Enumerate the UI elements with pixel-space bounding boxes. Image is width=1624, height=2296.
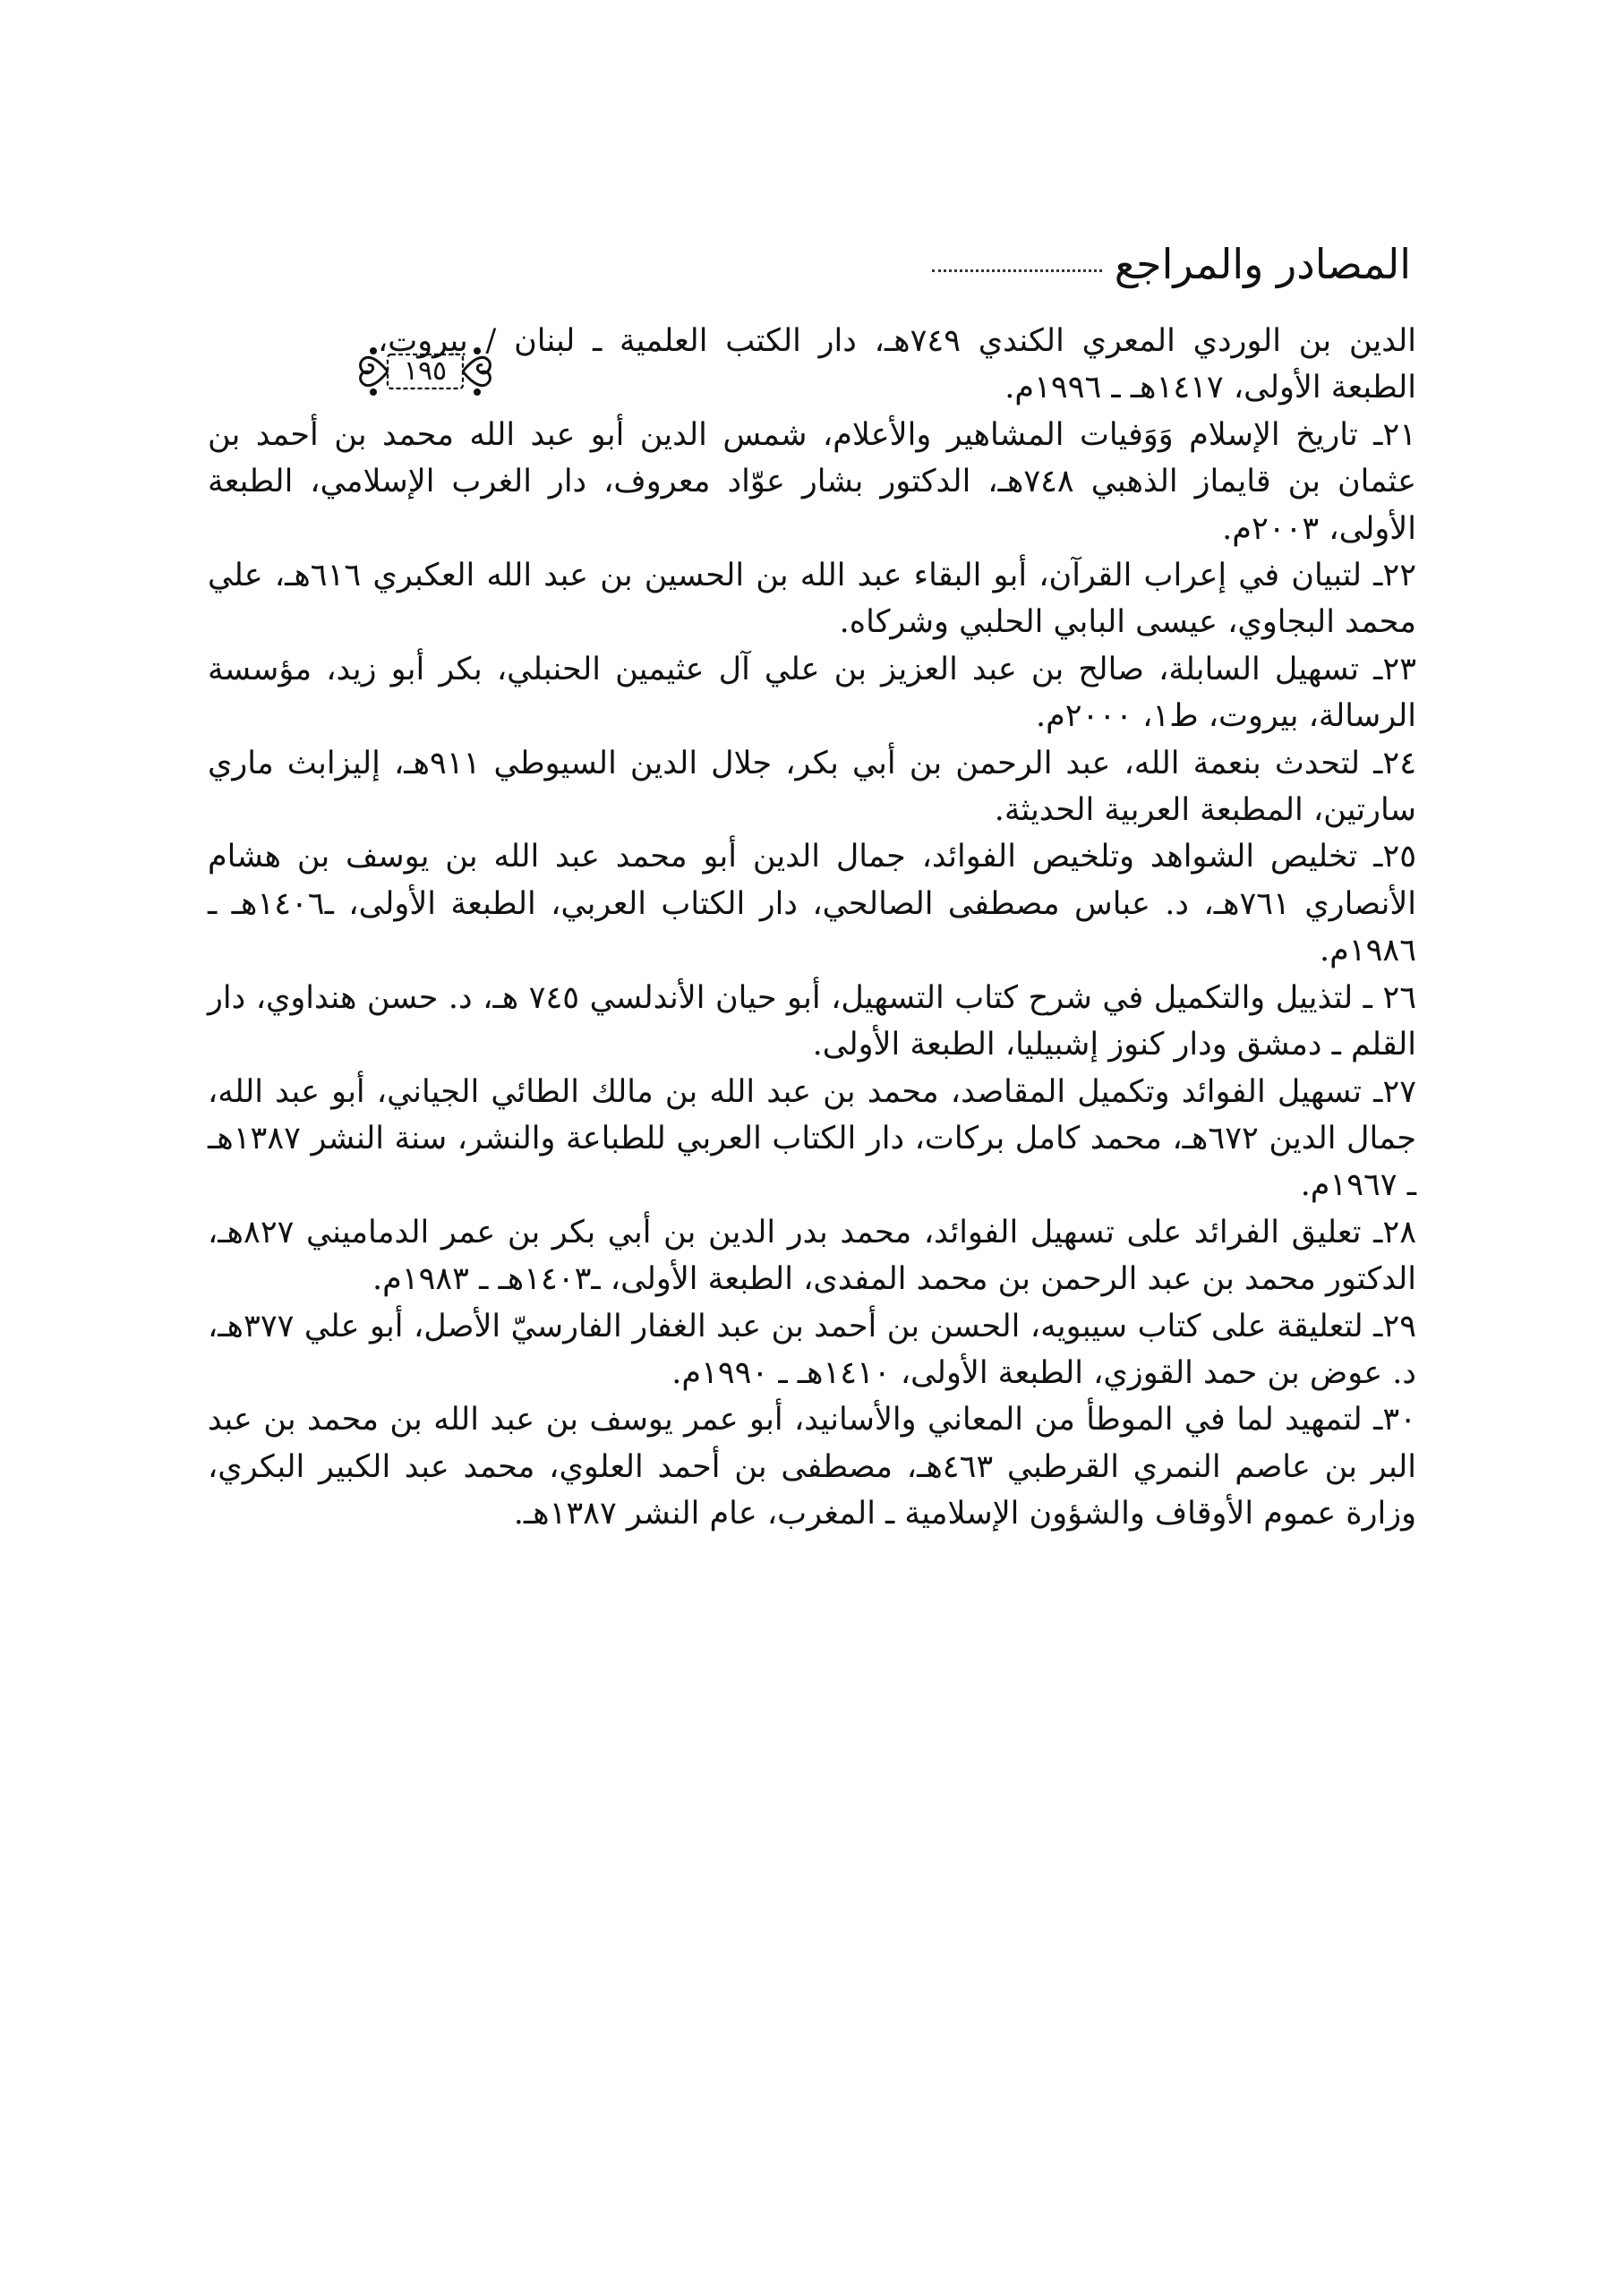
section-title: المصادر والمراجع [1114, 240, 1411, 288]
running-header [211, 224, 1411, 304]
reference-entry: ٢٨ـ تعليق الفرائد على تسهيل الفوائد، محمد بدر الدين بن أبي بكر بن عمر الدماميني ٨٢٧هـ، الدكتور محمد بن عبد الرحمن بن محمد المفدى، الطبعة الأولى، ـ١٤٠٣هـ ـ ١٩٨٣م. [208, 1214, 1416, 1298]
page-number: ١٩٥ [403, 355, 448, 387]
reference-entry: ٢٣ـ تسهيل السابلة، صالح بن عبد العزيز بن علي آل عثيمين الحنبلي، بكر أبو زيد، مؤسسة الرسالة، بيروت، ط١، ٢٠٠٠م. [208, 651, 1416, 735]
header-rule [932, 269, 1102, 272]
reference-entry: ٢٢ـ لتبيان في إعراب القرآن، أبو البقاء عبد الله بن الحسين بن عبد الله العكبري ٦١٦هـ، علي محمد البجاوي، عيسى البابي الحلبي وشركاه. [208, 558, 1416, 641]
reference-entry: الدين بن الوردي المعري الكندي ٧٤٩هـ، دار الكتب العلمية ـ لبنان / بيروت، الطبعة الأولى، ١٤١٧هـ ـ ١٩٩٦م. [378, 323, 1416, 406]
reference-entry: ٢٥ـ تخليص الشواهد وتلخيص الفوائد، جمال الدين أبو محمد عبد الله بن يوسف بن هشام الأنصاري ٧٦١هـ، د. عباس مصطفى الصالحي، دار الكتاب العربي، الطبعة الأولى، ـ١٤٠٦هـ ـ ١٩٨٦م. [208, 839, 1417, 969]
reference-entry: ٢٧ـ تسهيل الفوائد وتكميل المقاصد، محمد بن عبد الله بن مالك الطائي الجياني، أبو عبد الله، جمال الدين ٦٧٢هـ، محمد كامل بركات، دار الكتاب العربي للطباعة والنشر، سنة النشر ١٣٨٧هـ ـ ١٩٦٧م. [208, 1073, 1417, 1204]
reference-entry: ٢٦ ـ لتذييل والتكميل في شرح كتاب التسهيل، أبو حيان الأندلسي ٧٤٥ هـ، د. حسن هنداوي، دار القلم ـ دمشق ودار كنوز إشبيليا، الطبعة الأولى. [208, 979, 1416, 1063]
references-list [208, 318, 1416, 1538]
reference-entry: ٣٠ـ لتمهيد لما في الموطأ من المعاني والأسانيد، أبو عمر يوسف بن عبد الله بن محمد بن عبد البر بن عاصم النمري القرطبي ٤٦٣هـ، مصطفى بن أحمد العلوي، محمد عبد الكبير البكري، وزارة عموم الأوقاف والشؤون الإسلامية ـ المغرب، عام النشر ١٣٨٧هـ. [208, 1402, 1416, 1532]
reference-entry: ٢١ـ تاريخ الإسلام وَوَفيات المشاهير والأعلام، شمس الدين أبو عبد الله محمد بن أحمد بن عثمان بن قايماز الذهبي ٧٤٨هـ، الدكتور بشار عوّاد معروف، دار الغرب الإسلامي، الطبعة الأولى، ٢٠٠٣م. [208, 416, 1417, 547]
reference-entry: ٢٩ـ لتعليقة على كتاب سيبويه، الحسن بن أحمد بن عبد الغفار الفارسيّ الأصل، أبو علي ٣٧٧هـ، د. عوض بن حمد القوزي، الطبعة الأولى، ١٤١٠هـ ـ ١٩٩٠م. [208, 1308, 1416, 1391]
reference-entry: ٢٤ـ لتحدث بنعمة الله، عبد الرحمن بن أبي بكر، جلال الدين السيوطي ٩١١هـ، إليزابث ماري سارتين، المطبعة العربية الحديثة. [208, 745, 1417, 829]
